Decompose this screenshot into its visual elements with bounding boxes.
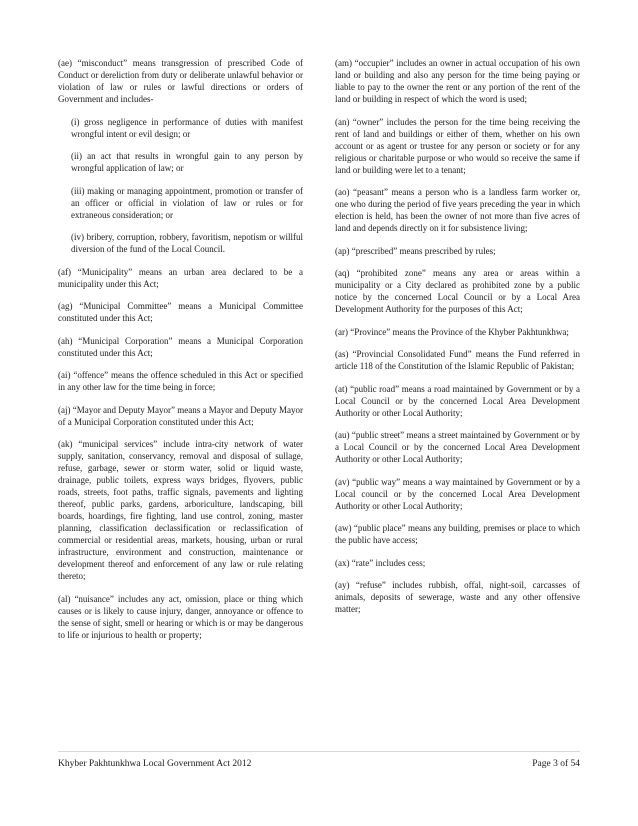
definition-clause: (as) “Provincial Consolidated Fund” means the Fund referred in article 118 of the Constitution of the Islamic Republic of Pakistan; [335,349,580,371]
sub-clause: (i) gross negligence in performance of duties with manifest wrongful intent or evil design; or [71,116,303,139]
footer-page-number: Page 3 of 54 [532,759,580,769]
definition-clause: (aj) “Mayor and Deputy Mayor” means a Mayor and Deputy Mayor of a Municipal Corporation constituted under this Act; [58,404,303,427]
definition-clause: (av) “public way” means a way maintained by Government or by a Local council or by the concerned Local Area Development Authority or other Local Authority; [335,476,580,511]
definition-clause: (au) “public street” means a street maintained by Government or by a Local Council or by the concerned Local Area Development Authority or other Local Authority; [335,430,580,464]
definition-clause: (af) “Municipality” means an urban area declared to be a municipality under this Act; [58,266,303,289]
definition-clause: (ax) “rate” includes cess; [335,557,426,568]
definition-clause: (an) “owner” includes the person for the time being receiving the rent of land and buildings or either of them, whether on his own account or as agent or trustee for any person or society or for any religious or charitable purpose or who would so receive the same if land or building were let to a tenant; [335,116,580,175]
sub-clause: (iv) bribery, corruption, robbery, favoritism, nepotism or willful diversion of the fund of the Local Council. [71,232,303,254]
definition-clause: (ar) “Province” means the Province of the Khyber Pakhtunkhwa; [335,326,569,337]
definition-clause: (aw) “public place” means any building, premises or place to which the public have access; [335,523,580,545]
definition-clause: (am) “occupier” includes an owner in actual occupation of his own land or building and also any person for the time being paying or liable to pay to the owner the rent or any portion of the rent of the land or building in respect of which the word is used; [335,58,580,104]
definition-clause: (ae) “misconduct” means transgression of prescribed Code of Conduct or dereliction from duty or deliberate unlawful behavior or violation of law or rules or lawful directions or orders of Government and includes- [58,58,303,104]
footer-divider [58,751,580,752]
definition-clause: (aq) “prohibited zone” means any area or areas within a municipality or a City declared as prohibited zone by a public notice by the concerned Local Council or by a Local Area Development Authority for the purposes of this Act; [335,268,580,314]
definition-clause: (ag) “Municipal Committee” means a Municipal Committee constituted under this Act; [58,301,303,323]
definition-clause: (ak) “municipal services” include intra-city network of water supply, sanitation, conservancy, removal and disposal of sullage, refuse, garbage, sewer or storm water, solid or liquid waste, drainage, public toilets, express ways bridges, flyovers, public roads, streets, foot paths, traffic signals, pavements and lighting thereof, public parks, gardens, arboriculture, landscaping, bill boards, hoardings, fire fighting, land use control, zoning, master planning, classification declassification or reclassification of commercial or residential areas, markets, housing, urban or rural infrastructure, environment and construction, maintenance or development thereof and enforcement of any law or rule relating thereto; [58,439,303,581]
definition-clause: (ay) “refuse” includes rubbish, offal, night-soil, carcasses of animals, deposits of sewerage, waste and any other offensive matter; [335,580,580,614]
definition-clause: (at) “public road” means a road maintained by Government or by a Local Council or by the concerned Local Area Development Authority or other Local Authority; [335,383,580,418]
sub-clause: (iii) making or managing appointment, promotion or transfer of an officer or official in violation of law or rules or for extraneous consideration; or [71,185,303,220]
definition-clause: (ai) “offence” means the offence scheduled in this Act or specified in any other law for the time being in force; [58,370,303,392]
definition-clause: (ao) “peasant” means a person who is a landless farm worker or, one who during the period of five years preceding the year in which election is held, has been the owner of not more than five acres of land and depends directly on it for subsistence living; [335,187,580,233]
definition-clause: (ap) “prescribed” means prescribed by rules; [335,245,496,256]
definition-clause: (al) “nuisance” includes any act, omission, place or thing which causes or is likely to cause injury, danger, annoyance or offence to the sense of sight, smell or hearing or which is or may be dangerous to life or injurious to health or property; [58,593,303,640]
right-column [335,57,580,626]
left-column [58,57,303,651]
sub-clause: (ii) an act that results in wrongful gain to any person by wrongful application of law; or [71,151,303,173]
footer-document-title: Khyber Pakhtunkhwa Local Government Act 2012 [58,759,252,769]
definition-clause: (ah) “Municipal Corporation” means a Municipal Corporation constituted under this Act; [58,335,303,358]
